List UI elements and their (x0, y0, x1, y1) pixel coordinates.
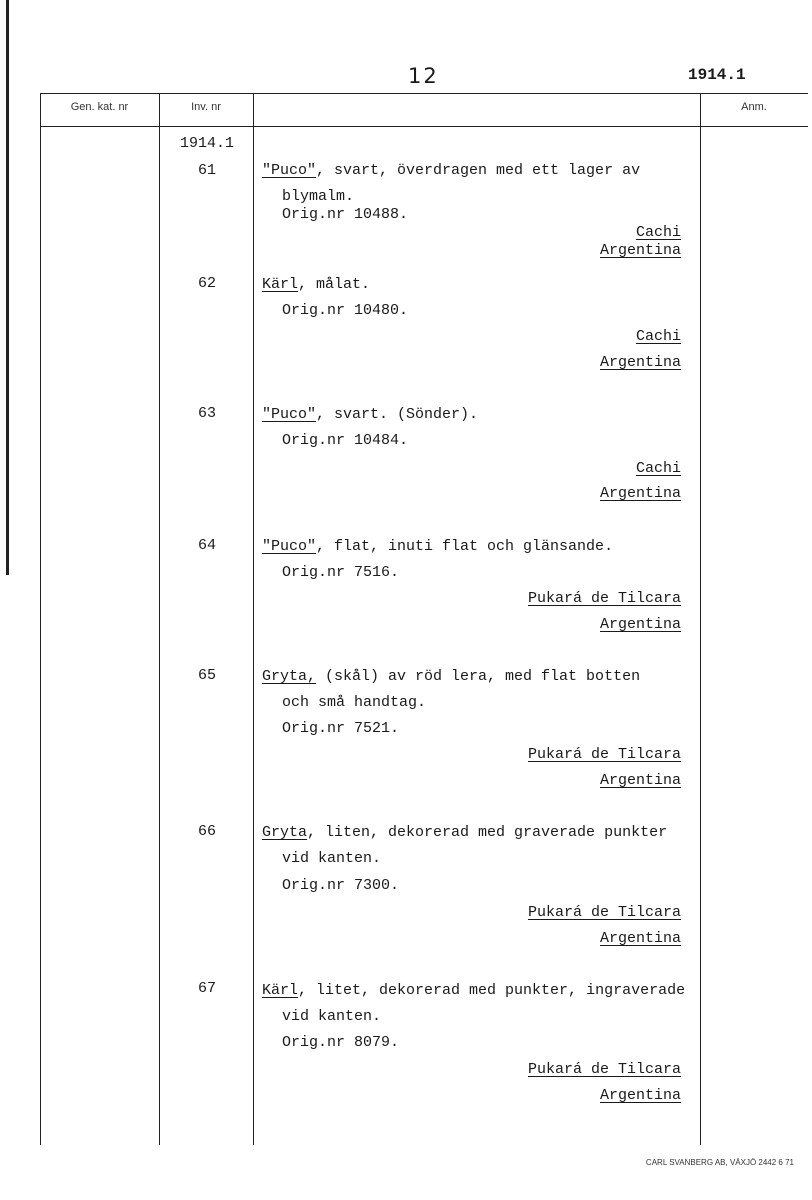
inv-number: 62 (198, 275, 217, 292)
entry-line-1 (262, 824, 667, 842)
entry-line-2: och små handtag. (282, 694, 427, 711)
entry-place: Pukará de Tilcara (527, 746, 681, 763)
orig-number: Orig.nr 10488. (282, 206, 409, 223)
inv-number: 66 (198, 823, 217, 840)
inv-number: 65 (198, 667, 217, 684)
column-divider-inv-desc (253, 93, 254, 1145)
inv-number: 63 (198, 405, 217, 422)
entry-line-1 (262, 276, 370, 294)
orig-number: Orig.nr 7516. (282, 564, 400, 581)
entry-line-1 (262, 538, 613, 556)
entry-country: Argentina (599, 485, 681, 502)
header-bottom-line (40, 126, 808, 127)
inv-number: 64 (198, 537, 217, 554)
entry-description: , svart, överdragen med ett lager av (316, 162, 641, 179)
header-gen-kat-nr: Gen. kat. nr (70, 101, 129, 113)
entry-place: Pukará de Tilcara (527, 590, 681, 607)
orig-number: Orig.nr 10480. (282, 302, 409, 319)
entry-term: Kärl (262, 276, 299, 293)
page-left-edge (6, 0, 9, 575)
page-reference: 1914.1 (688, 66, 746, 84)
entry-term: Kärl (262, 982, 299, 999)
printer-footer: CARL SVANBERG AB, VÄXJÖ 2442 6 71 (645, 1158, 794, 1167)
entry-line-2: vid kanten. (282, 1008, 382, 1025)
entry-country: Argentina (599, 354, 681, 371)
entry-place: Cachi (635, 328, 681, 345)
header-inv-nr: Inv. nr (191, 101, 221, 113)
entry-description: , liten, dekorerad med graverade punkter (307, 824, 668, 841)
entry-place: Cachi (635, 224, 681, 241)
entry-place: Cachi (635, 460, 681, 477)
column-divider-desc-anm (700, 93, 701, 1145)
entry-line-2: vid kanten. (282, 850, 382, 867)
entry-line-1 (262, 406, 478, 424)
entry-description: , litet, dekorerad med punkter, ingraverade (298, 982, 686, 999)
orig-number: Orig.nr 7521. (282, 720, 400, 737)
orig-number: Orig.nr 8079. (282, 1034, 400, 1051)
orig-number: Orig.nr 10484. (282, 432, 409, 449)
entry-place: Pukará de Tilcara (527, 904, 681, 921)
entry-term: "Puco" (262, 162, 317, 179)
entry-line-1 (262, 162, 640, 180)
header-anm: Anm. (741, 101, 767, 113)
entry-term: "Puco" (262, 406, 317, 423)
entry-country: Argentina (599, 772, 681, 789)
orig-number: Orig.nr 7300. (282, 877, 400, 894)
page-number: 12 (408, 64, 439, 88)
inv-number: 67 (198, 980, 217, 997)
entry-description: , svart. (Sönder). (316, 406, 479, 423)
entry-country: Argentina (599, 616, 681, 633)
entry-description: , målat. (298, 276, 371, 293)
entry-line-2: blymalm. (282, 188, 355, 205)
entry-place: Pukará de Tilcara (527, 1061, 681, 1078)
column-divider-gen-inv (159, 93, 160, 1145)
collection-label: 1914.1 (180, 135, 235, 152)
entry-line-1 (262, 982, 685, 1000)
entry-description: (skål) av röd lera, med flat botten (316, 668, 641, 685)
column-divider-left (40, 93, 41, 1145)
entry-description: , flat, inuti flat och glänsande. (316, 538, 614, 555)
entry-country: Argentina (599, 930, 681, 947)
inv-number: 61 (198, 162, 217, 179)
entry-term: Gryta, (262, 668, 317, 685)
entry-term: Gryta (262, 824, 308, 841)
entry-term: "Puco" (262, 538, 317, 555)
entry-country: Argentina (599, 1087, 681, 1104)
header-top-line (40, 93, 808, 94)
entry-line-1 (262, 668, 640, 686)
entry-country: Argentina (599, 242, 681, 259)
